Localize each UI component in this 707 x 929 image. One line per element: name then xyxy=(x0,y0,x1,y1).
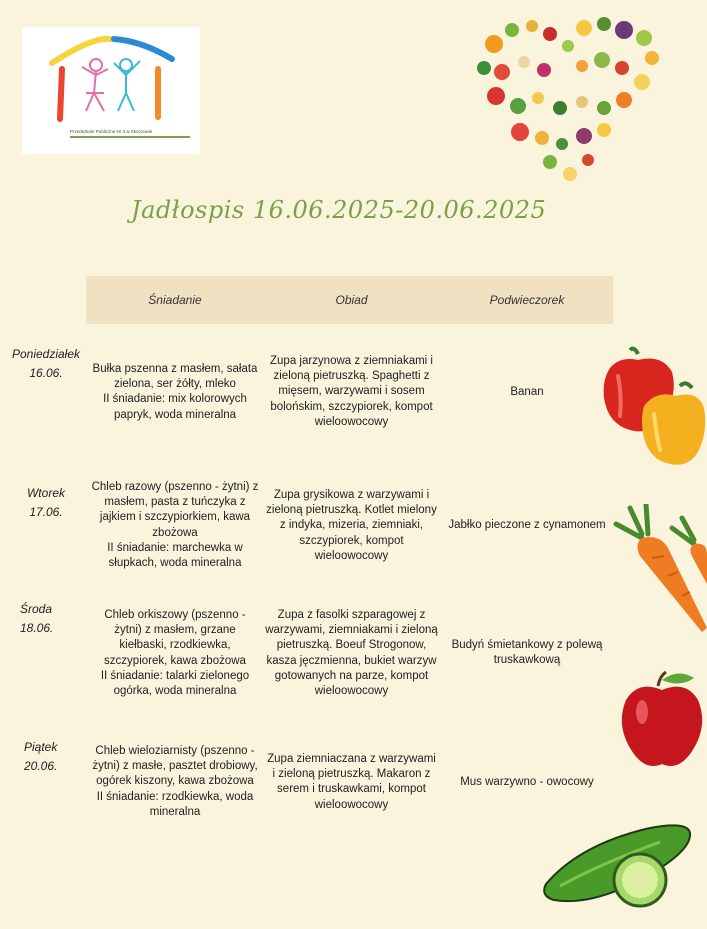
day-label xyxy=(8,484,84,522)
carrot-icon xyxy=(612,504,707,632)
snack-text: Jabłko pieczone z cynamonem xyxy=(448,519,606,531)
bell-pepper-icon xyxy=(600,346,707,468)
breakfast-cell xyxy=(90,744,260,820)
breakfast-text: Chleb wieloziarnisty (pszenno - żytni) z masłe, pasztet drobiowy, ogórek kiszony, kawa zbożowa II śniadanie: rzodkiewka, woda mineralna xyxy=(92,745,258,818)
day-label xyxy=(24,738,100,776)
snack-cell xyxy=(442,638,612,668)
day-name: Piątek xyxy=(24,740,58,754)
breakfast-text: Chleb razowy (pszenno - żytni) z masłem, pasta z tuńczyka z jajkiem i szczypiorkiem, kawa zbożowa II śniadanie: marchewka w słupkach, woda mineralna xyxy=(91,481,259,570)
breakfast-cell xyxy=(90,480,260,571)
breakfast-text: Chleb orkiszowy (pszenno - żytni) z masłem, grzane kiełbaski, rzodkiewka, szczypiorek, kawa zbożowa II śniadanie: talarki zielonego ogórka, woda mineralna xyxy=(100,609,250,698)
day-name: Poniedziałek xyxy=(11,347,81,361)
breakfast-text: Bułka pszenna z masłem, sałata zielona, ser żółty, mleko II śniadanie: mix kolorowych papryk, woda mineralna xyxy=(92,363,258,421)
lunch-cell xyxy=(265,488,438,564)
day-name: Środa xyxy=(20,602,53,616)
snack-text: Banan xyxy=(510,386,544,398)
column-header-lunch: Obiad xyxy=(335,293,368,307)
day-date: 18.06. xyxy=(20,621,54,635)
snack-cell xyxy=(442,385,612,400)
lunch-text: Zupa ziemniaczana z warzywami i zieloną pietruszką. Makaron z serem i truskawkami, kompot wieloowocowy xyxy=(267,753,436,811)
day-label xyxy=(8,345,84,383)
day-date: 20.06. xyxy=(24,759,58,773)
school-logo xyxy=(22,27,200,154)
logo-caption: Przedszkole Publiczne Nr 3 w Skoczowie xyxy=(70,128,190,138)
snack-cell xyxy=(442,518,612,533)
snack-text: Mus warzywno - owocowy xyxy=(460,776,594,788)
column-header-snack: Podwieczorek xyxy=(489,293,565,307)
lunch-text: Zupa z fasolki szparagowej z warzywami, ziemniakami i zieloną pietruszką. Boeuf Strogonow, kasza jęczmienna, bukiet warzyw gotowanych na parze, kompot wieloowocowy xyxy=(265,609,438,698)
day-label xyxy=(20,600,96,638)
column-header-breakfast: Śniadanie xyxy=(148,293,202,307)
breakfast-cell xyxy=(90,362,260,423)
snack-text: Budyń śmietankowy z polewą truskawkową xyxy=(451,639,603,667)
lunch-text: Zupa grysikowa z warzywami i zieloną pietruszką. Kotlet mielony z indyka, mizeria, ziemniaki, szczypiorek, kompot wieloowocowy xyxy=(266,489,437,562)
day-date: 16.06. xyxy=(29,366,63,380)
page-title: Jadłospis 16.06.2025-20.06.2025 xyxy=(131,196,547,224)
lunch-text: Zupa jarzynowa z ziemniakami i zieloną pietruszką. Spaghetti z mięsem, warzywami i sosem bolońskim, szczypiorek, kompot wieloowocowy xyxy=(270,355,433,428)
snack-cell xyxy=(442,775,612,790)
day-date: 17.06. xyxy=(29,505,63,519)
lunch-cell xyxy=(265,608,438,699)
lunch-cell xyxy=(265,752,438,813)
vegetable-heart-icon xyxy=(472,16,670,186)
cucumber-icon xyxy=(540,820,707,908)
day-name: Wtorek xyxy=(26,486,65,500)
breakfast-cell xyxy=(90,608,260,699)
lunch-cell xyxy=(265,354,438,430)
apple-icon xyxy=(618,668,707,772)
